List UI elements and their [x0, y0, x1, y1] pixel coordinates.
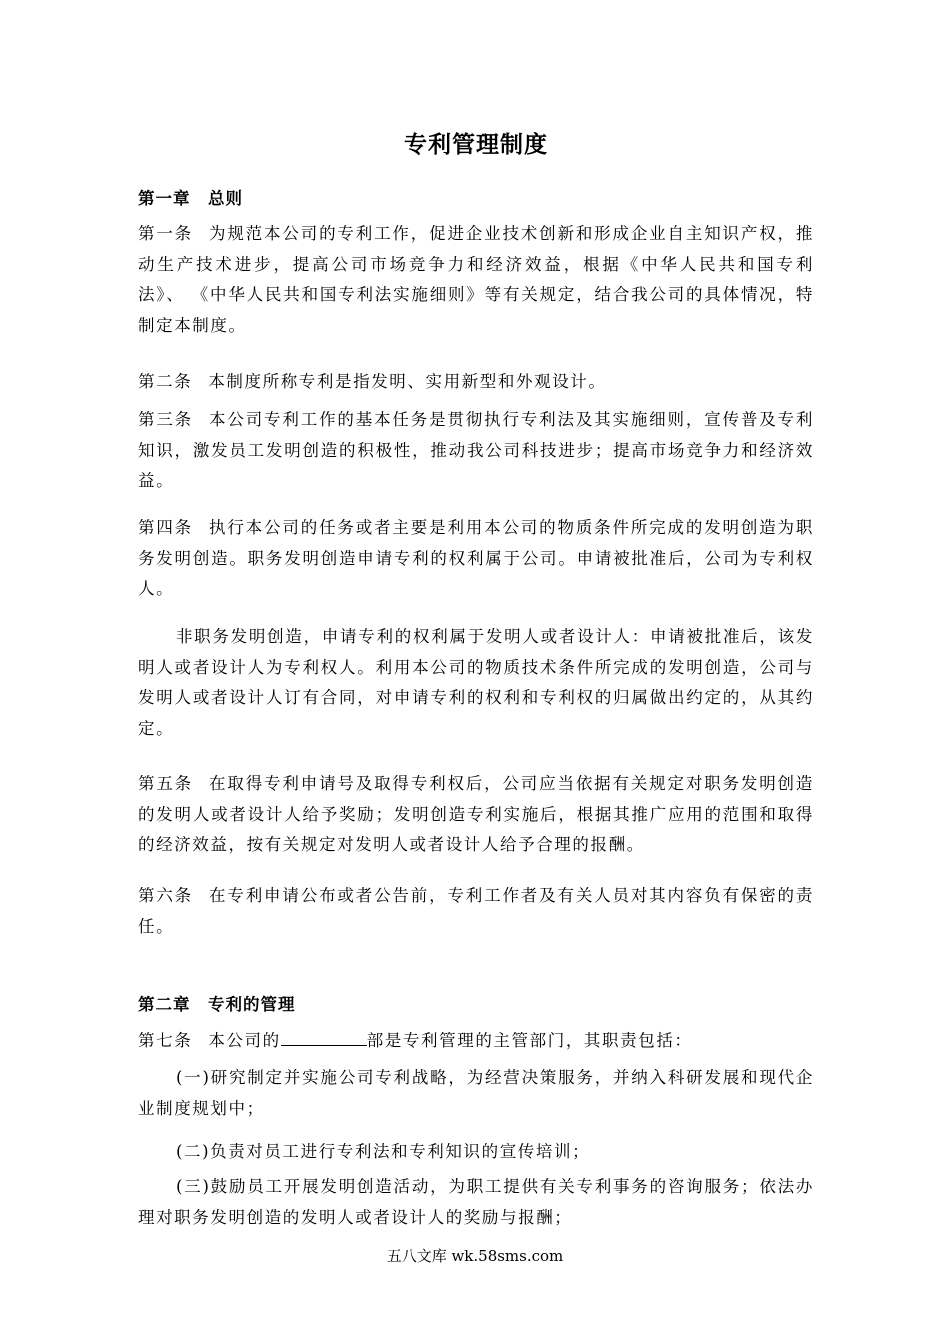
article-6 [138, 881, 814, 942]
article-number: 第一条 [138, 224, 194, 243]
article-number: 第四条 [138, 518, 194, 537]
article-number: 第三条 [138, 410, 194, 429]
article-text-continued: 部是专利管理的主管部门，其职责包括： [366, 1031, 693, 1050]
article-number: 第五条 [138, 774, 194, 793]
document-title: 专利管理制度 [404, 132, 548, 158]
article-text: 为规范本公司的专利工作，促进企业技术创新和形成企业自主知识产权，推动生产技术进步，提高公司市场竞争力和经济效益，根据《中华人民共和国专利法》、 《中华人民共和国专利法实施细则》等有关规定，结合我公司的具体情况，特制定本制度。 [138, 224, 814, 335]
chapter-2-heading: 第二章 专利的管理 [138, 995, 296, 1014]
article-text: 在专利申请公布或者公告前，专利工作者及有关人员对其内容负有保密的责任。 [138, 886, 814, 936]
department-blank-line [281, 1027, 367, 1046]
article-text: 在取得专利申请号及取得专利权后，公司应当依据有关规定对职务发明创造的发明人或者设计人给予奖励；发明创造专利实施后，根据其推广应用的范围和取得的经济效益，按有关规定对发明人或者设计人给予合理的报酬。 [138, 774, 814, 854]
article-text: 本公司专利工作的基本任务是贯彻执行专利法及其实施细则，宣传普及专利知识，激发员工发明创造的积极性，推动我公司科技进步；提高市场竞争力和经济效益。 [138, 410, 814, 490]
article-number: 第二条 [138, 372, 193, 391]
article-2 [138, 367, 814, 398]
footer-watermark: 五八文库 wk.58sms.com [386, 1247, 564, 1265]
article-text: 本公司的 [208, 1031, 281, 1050]
article-3 [138, 405, 814, 497]
article-5 [138, 769, 814, 861]
article-text: 执行本公司的任务或者主要是利用本公司的物质条件所完成的发明创造为职务发明创造。职务发明创造申请专利的权利属于公司。申请被批准后，公司为专利权人。 [138, 518, 814, 598]
article-7-item-2: (二)负责对员工进行专利法和专利知识的宣传培训； [175, 1142, 591, 1161]
article-4-paragraph-2: 非职务发明创造，申请专利的权利属于发明人或者设计人：申请被批准后，该发明人或者设计人为专利权人。利用本公司的物质技术条件所完成的发明创造，公司与发明人或者设计人订有合同，对申请专利的权利和专利权的归属做出约定的，从其约定。 [138, 627, 814, 738]
article-7 [138, 1026, 814, 1057]
article-7-item-3: (三)鼓励员工开展发明创造活动，为职工提供有关专利事务的咨询服务；依法办理对职务发明创造的发明人或者设计人的奖励与报酬； [138, 1177, 814, 1227]
chapter-1-heading: 第一章 总则 [138, 189, 243, 208]
article-number: 第六条 [138, 886, 194, 905]
article-4 [138, 513, 814, 605]
article-number: 第七条 [138, 1031, 193, 1050]
article-7-item-1: (一)研究制定并实施公司专利战略，为经营决策服务，并纳入科研发展和现代企业制度规划中； [138, 1068, 814, 1118]
article-text: 本制度所称专利是指发明、实用新型和外观设计。 [208, 372, 607, 391]
article-1 [138, 219, 814, 341]
